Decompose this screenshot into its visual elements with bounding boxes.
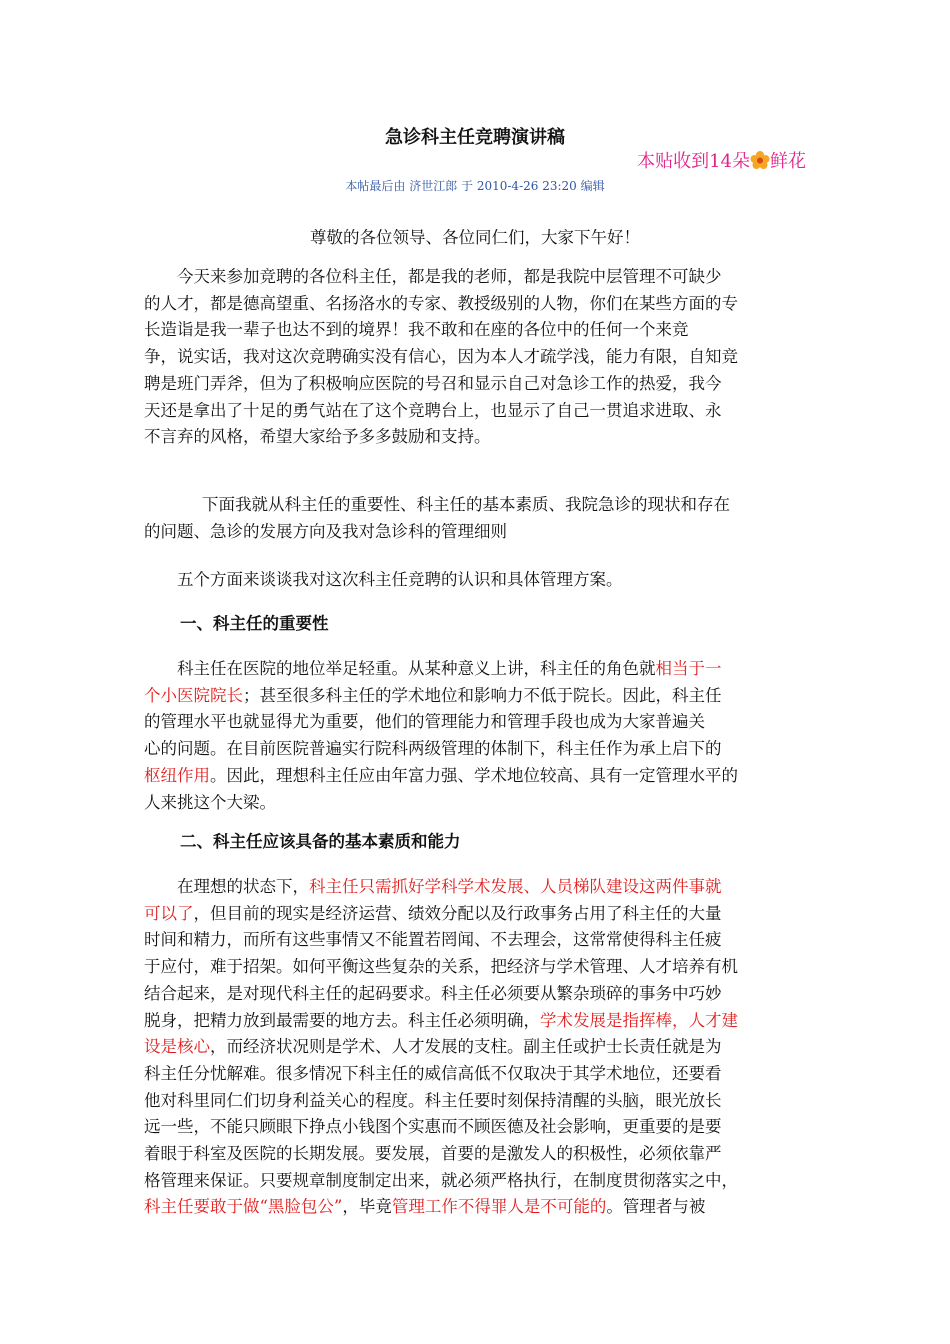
section2-line: 科主任分忧解难。很多情况下科主任的威信高低不仅取决于其学术地位，还要看 bbox=[144, 1063, 722, 1083]
highlight-run: 枢纽作用 bbox=[144, 765, 210, 785]
section1-heading: 一、科主任的重要性 bbox=[180, 614, 329, 633]
highlight-run: 相当于一 bbox=[655, 659, 722, 678]
intro-line: 不言弃的风格，希望大家给予多多鼓励和支持。 bbox=[144, 427, 491, 447]
section1-line bbox=[144, 656, 808, 683]
section2-line bbox=[144, 1194, 808, 1221]
section1-line: 人来挑这个大梁。 bbox=[144, 792, 276, 812]
section2-paragraph bbox=[144, 874, 808, 1221]
highlight-run: 科主任只需抓好学科学术发展、人员梯队建设这两件事就 bbox=[309, 877, 722, 896]
text-run: ，毕竟 bbox=[342, 1197, 392, 1217]
flower-count: 14 bbox=[709, 151, 732, 172]
highlight-run: 管理工作不得罪人是不可能的 bbox=[391, 1197, 607, 1217]
section1-line: 心的问题。在目前医院普遍实行院科两级管理的体制下，科主任作为承上启下的 bbox=[144, 739, 722, 759]
section2-line: 于应付，难于招架。如何平衡这些复杂的关系，把经济与学术管理、人才培养有机 bbox=[144, 957, 738, 977]
intro-line: 天还是拿出了十足的勇气站在了这个竞聘台上，也显示了自己一贯追求进取、永 bbox=[144, 400, 722, 420]
section2-line: 他对科里同仁们切身利益关心的程度。科主任要时刻保持清醒的头脑，眼光放长 bbox=[144, 1090, 722, 1110]
greeting: 尊敬的各位领导、各位同仁们，大家下午好！ bbox=[310, 228, 640, 247]
overview-line-2 bbox=[144, 567, 808, 594]
flower-icon bbox=[750, 151, 770, 169]
text-run: 在理想的状态下， bbox=[177, 877, 309, 896]
section2-heading: 二、科主任应该具备的基本素质和能力 bbox=[180, 832, 461, 851]
section2-line: 格管理来保证。只要规章制度制定出来，就必须严格执行，在制度贯彻落实之中， bbox=[144, 1170, 738, 1190]
overview-line: 的问题、急诊的发展方向及我对急诊科的管理细则 bbox=[144, 521, 507, 541]
section2-line: 时间和精力，而所有这些事情又不能置若罔闻、不去理会，这常常使得科主任疲 bbox=[144, 930, 722, 950]
text-run: ，但目前的现实是经济运营、绩效分配以及行政事务占用了科主任的大量 bbox=[193, 903, 722, 923]
flower-prefix: 本贴收到 bbox=[637, 151, 710, 172]
text-run: 科主任在医院的地位举足轻重。从某种意义上讲，科主任的角色就 bbox=[177, 659, 656, 678]
overview-line: 五个方面来谈谈我对这次科主任竞聘的认识和具体管理方案。 bbox=[177, 570, 623, 589]
intro-line: 长造诣是我一辈子也达不到的境界！我不敢和在座的各位中的任何一个来竞 bbox=[144, 320, 689, 340]
section2-line: 结合起来，是对现代科主任的起码要求。科主任必须要从繁杂琐碎的事务中巧妙 bbox=[144, 983, 722, 1003]
overview-paragraph bbox=[144, 492, 808, 545]
section2-line bbox=[144, 901, 808, 928]
highlight-run: 可以了 bbox=[144, 903, 194, 923]
text-run: 。因此，理想科主任应由年富力强、学术地位较高、具有一定管理水平的 bbox=[210, 765, 738, 785]
section1-line bbox=[144, 683, 808, 710]
intro-paragraph bbox=[144, 264, 808, 451]
intro-line: 今天来参加竞聘的各位科主任，都是我的老师，都是我院中层管理不可缺少 bbox=[177, 267, 722, 286]
text-run: ；甚至很多科主任的学术地位和影响力不低于院长。因此，科主任 bbox=[243, 685, 722, 705]
intro-line: 聘是班门弄斧，但为了积极响应医院的号召和显示自己对急诊工作的热爱，我今 bbox=[144, 373, 722, 393]
highlight-run: 学术发展是指挥棒，人才建 bbox=[540, 1010, 738, 1030]
section1-line bbox=[144, 763, 808, 790]
section2-line bbox=[144, 874, 808, 901]
highlight-run: 科主任要敢于做“黑脸包公” bbox=[144, 1197, 343, 1217]
flower-count-badge bbox=[637, 149, 806, 175]
intro-line: 的人才，都是德高望重、名扬洛水的专家、教授级别的人物，你们在某些方面的专 bbox=[144, 293, 738, 313]
section2-line: 着眼于科室及医院的长期发展。要发展，首要的是激发人的积极性，必须依靠严 bbox=[144, 1144, 722, 1164]
highlight-run: 个小医院院长 bbox=[144, 685, 243, 705]
text-run: 。管理者与被 bbox=[606, 1197, 706, 1217]
document-title: 急诊科主任竞聘演讲稿 bbox=[385, 127, 565, 148]
section2-line: 远一些，不能只顾眼下挣点小钱图个实惠而不顾医德及社会影响，更重要的是要 bbox=[144, 1117, 722, 1137]
intro-line: 争，说实话，我对这次竞聘确实没有信心，因为本人才疏学浅，能力有限，自知竞 bbox=[144, 347, 738, 367]
text-run: ，而经济状况则是学术、人才发展的支柱。副主任或护士长责任就是为 bbox=[210, 1037, 722, 1057]
highlight-run: 设是核心 bbox=[144, 1037, 210, 1057]
flower-suffix: 鲜花 bbox=[770, 151, 806, 172]
edit-info: 本帖最后由 济世江郎 于 2010-4-26 23:20 编辑 bbox=[345, 179, 605, 193]
section2-line bbox=[144, 1008, 808, 1035]
overview-line: 下面我就从科主任的重要性、科主任的基本素质、我院急诊的现状和存在 bbox=[202, 495, 730, 514]
flower-unit: 朵 bbox=[732, 151, 750, 172]
text-run: 脱身，把精力放到最需要的地方去。科主任必须明确， bbox=[144, 1010, 540, 1030]
section1-paragraph bbox=[144, 656, 808, 816]
section2-line bbox=[144, 1034, 808, 1061]
section1-line: 的管理水平也就显得尤为重要，他们的管理能力和管理手段也成为大家普遍关 bbox=[144, 712, 705, 732]
